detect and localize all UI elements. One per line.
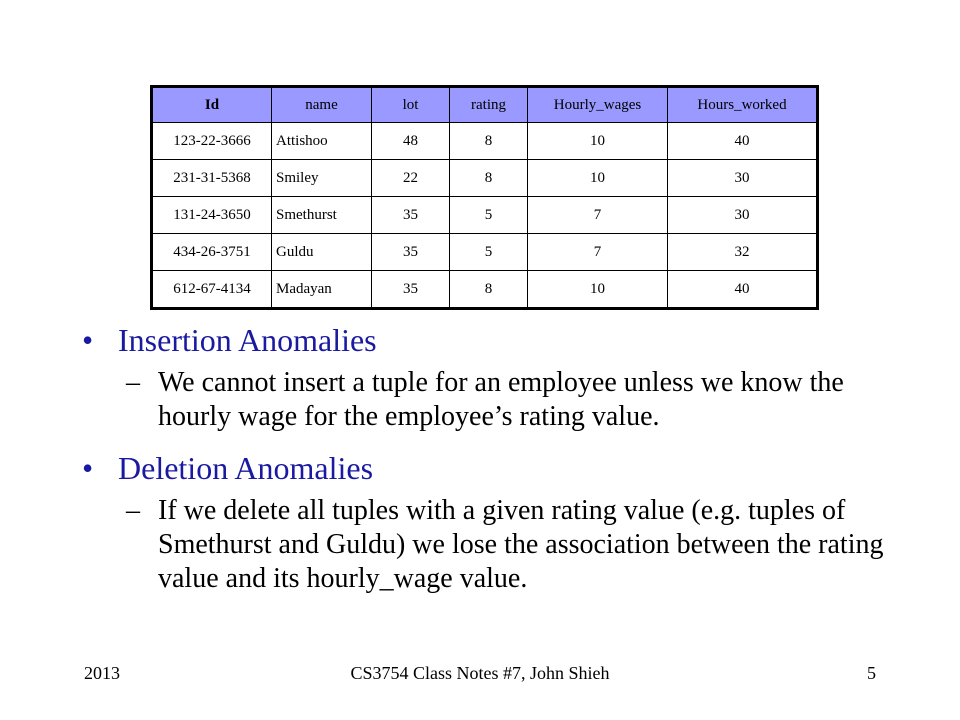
table-row [152, 197, 818, 234]
header-id: Id [152, 87, 272, 123]
sub-bullet-text: If we delete all tuples with a given rating value (e.g. tuples of Smethurst and Guldu) we lose the association between the rating value and its hourly_wage value. [158, 495, 884, 594]
bullet-list [82, 320, 902, 610]
bullet-insertion-anomalies [82, 320, 902, 360]
cell-lot: 35 [372, 197, 450, 234]
cell-name: Madayan [272, 271, 372, 309]
cell-lot: 48 [372, 123, 450, 160]
table-row [152, 160, 818, 197]
bullet-title: Deletion Anomalies [118, 450, 374, 486]
table-row [152, 234, 818, 271]
cell-lot: 22 [372, 160, 450, 197]
header-hours-worked: Hours_worked [668, 87, 818, 123]
cell-hours-worked: 30 [668, 197, 818, 234]
cell-name: Attishoo [272, 123, 372, 160]
footer-course-title: CS3754 Class Notes #7, John Shieh [350, 663, 610, 683]
cell-id: 231-31-5368 [152, 160, 272, 197]
cell-name: Smethurst [272, 197, 372, 234]
cell-hourly-wages: 10 [528, 160, 668, 197]
header-name: name [272, 87, 372, 123]
table-row [152, 271, 818, 309]
table-header-row [152, 87, 818, 123]
bullet-dot-icon: • [82, 450, 94, 486]
cell-hourly-wages: 10 [528, 123, 668, 160]
cell-hours-worked: 30 [668, 160, 818, 197]
cell-lot: 35 [372, 271, 450, 309]
bullet-title: Insertion Anomalies [118, 322, 377, 358]
cell-id: 131-24-3650 [152, 197, 272, 234]
cell-hourly-wages: 10 [528, 271, 668, 309]
cell-name: Smiley [272, 160, 372, 197]
dash-icon: – [126, 367, 140, 398]
cell-hours-worked: 40 [668, 123, 818, 160]
dash-icon: – [126, 495, 140, 526]
bullet-deletion-anomalies [82, 448, 902, 488]
footer-page-number: 5 [867, 663, 876, 683]
cell-rating: 8 [450, 160, 528, 197]
sub-bullet-deletion [82, 494, 902, 596]
cell-id: 434-26-3751 [152, 234, 272, 271]
bullet-dot-icon: • [82, 322, 94, 358]
cell-id: 123-22-3666 [152, 123, 272, 160]
cell-lot: 35 [372, 234, 450, 271]
cell-rating: 5 [450, 234, 528, 271]
cell-hours-worked: 32 [668, 234, 818, 271]
cell-name: Guldu [272, 234, 372, 271]
cell-rating: 8 [450, 123, 528, 160]
cell-rating: 8 [450, 271, 528, 309]
cell-hourly-wages: 7 [528, 234, 668, 271]
cell-hourly-wages: 7 [528, 197, 668, 234]
header-lot: lot [372, 87, 450, 123]
table-row [152, 123, 818, 160]
header-rating: rating [450, 87, 528, 123]
cell-hours-worked: 40 [668, 271, 818, 309]
cell-id: 612-67-4134 [152, 271, 272, 309]
employee-table [150, 85, 819, 310]
cell-rating: 5 [450, 197, 528, 234]
sub-bullet-insertion [82, 366, 902, 434]
header-hourly-wages: Hourly_wages [528, 87, 668, 123]
footer-year: 2013 [84, 663, 120, 683]
sub-bullet-text: We cannot insert a tuple for an employee unless we know the hourly wage for the employee’s rating value. [158, 367, 844, 432]
